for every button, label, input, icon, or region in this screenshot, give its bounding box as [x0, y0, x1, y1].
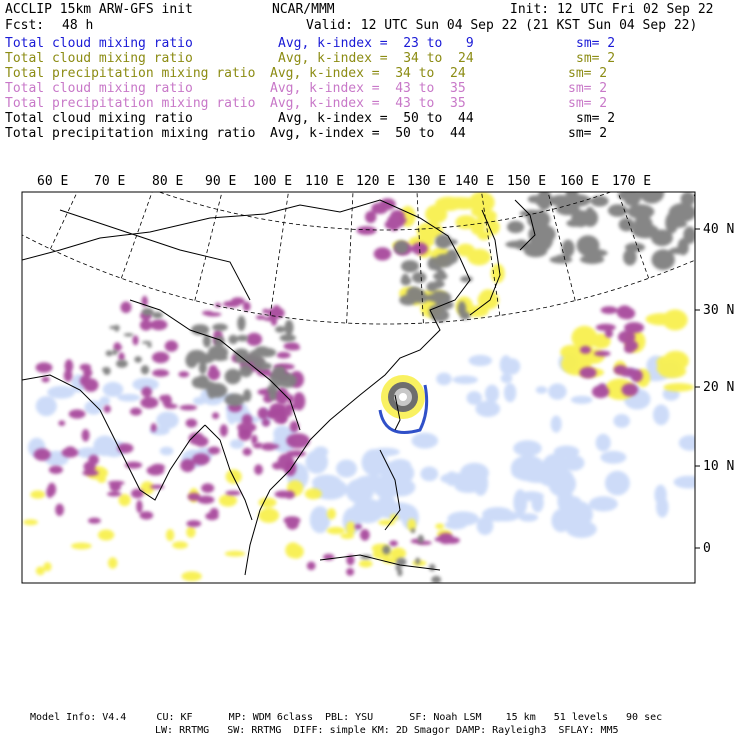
low-cloud-layer — [436, 352, 681, 432]
fcst-value: 48 h — [62, 18, 94, 33]
legend-kindex-5: Avg, k-index = 50 to 44 — [278, 111, 474, 126]
meridian-line — [0, 0, 301, 122]
legend-field-0: Total cloud mixing ratio — [5, 36, 193, 51]
parallel-line — [0, 0, 722, 42]
lat-label: 40 N — [703, 222, 735, 237]
legend-smooth-1: sm= 2 — [576, 51, 616, 66]
legend-kindex-2: Avg, k-index = 34 to 24 — [270, 66, 466, 81]
legend-field-5: Total cloud mixing ratio — [5, 111, 193, 126]
parallel-line — [0, 0, 740, 136]
legend-kindex-0: Avg, k-index = 23 to 9 — [278, 36, 474, 51]
lon-label: 60 E — [37, 174, 69, 189]
meridian-line — [195, 0, 355, 301]
typhoon-vortex — [380, 375, 427, 433]
meridian-line — [270, 0, 366, 316]
legend-field-1: Total cloud mixing ratio — [5, 51, 193, 66]
valid-time: Valid: 12 UTC Sun 04 Sep 22 (21 KST Sun 04 Sep 22) — [306, 18, 698, 33]
lon-label: 140 E — [455, 174, 495, 189]
legend-smooth-6: sm= 2 — [568, 126, 608, 141]
parallel-line — [0, 8, 740, 324]
legend-smooth-5: sm= 2 — [576, 111, 616, 126]
legend-field-2: Total precipitation mixing ratio — [5, 66, 256, 81]
model-title: ACCLIP 15km ARW-GFS init — [5, 2, 193, 17]
lat-label: 0 — [703, 541, 711, 556]
model-info-line1: Model Info: V4.4 CU: KF MP: WDM 6class PBL: YSU SF: Noah LSM 15 km 51 levels 90 sec — [30, 712, 663, 723]
legend-field-4: Total precipitation mixing ratio — [5, 96, 256, 111]
lon-label: 150 E — [507, 174, 547, 189]
legend-smooth-4: sm= 2 — [568, 96, 608, 111]
legend-field-3: Total cloud mixing ratio — [5, 81, 193, 96]
legend-smooth-3: sm= 2 — [568, 81, 608, 96]
lon-label: 110 E — [305, 174, 345, 189]
meridian-line — [0, 0, 310, 170]
meridian-line — [460, 0, 740, 170]
fcst-label: Fcst: — [5, 18, 45, 33]
legend-kindex-1: Avg, k-index = 34 to 24 — [278, 51, 474, 66]
meridian-line — [347, 0, 379, 323]
legend-kindex-6: Avg, k-index = 50 to 44 — [270, 126, 466, 141]
meridian-line — [50, 0, 331, 249]
coastline-border — [60, 210, 250, 300]
lon-label: 130 E — [407, 174, 447, 189]
lat-lon-grid — [0, 0, 740, 324]
legend-kindex-4: Avg, k-index = 43 to 35 — [270, 96, 466, 111]
lat-label: 20 N — [703, 380, 735, 395]
lon-label: 80 E — [152, 174, 184, 189]
legend-smooth-0: sm= 2 — [576, 36, 616, 51]
lat-label: 10 N — [703, 459, 735, 474]
meridian-line — [121, 0, 345, 278]
org-label: NCAR/MMM — [272, 2, 335, 17]
lon-label: 170 E — [612, 174, 652, 189]
lon-label: 70 E — [94, 174, 126, 189]
init-time: Init: 12 UTC Fri 02 Sep 22 — [510, 2, 714, 17]
model-info-line2: LW: RRTMG SW: RRTMG DIFF: simple KM: 2D Smagor DAMP: Rayleigh3 SFLAY: MM5 — [155, 725, 619, 736]
meridian-line — [0, 0, 292, 67]
lon-label: 160 E — [560, 174, 600, 189]
lon-label: 100 E — [253, 174, 293, 189]
legend-kindex-3: Avg, k-index = 43 to 35 — [270, 81, 466, 96]
legend-smooth-2: sm= 2 — [568, 66, 608, 81]
legend-field-6: Total precipitation mixing ratio — [5, 126, 256, 141]
lat-label: 30 N — [703, 303, 735, 318]
lon-label: 120 E — [356, 174, 396, 189]
lon-label: 90 E — [205, 174, 237, 189]
